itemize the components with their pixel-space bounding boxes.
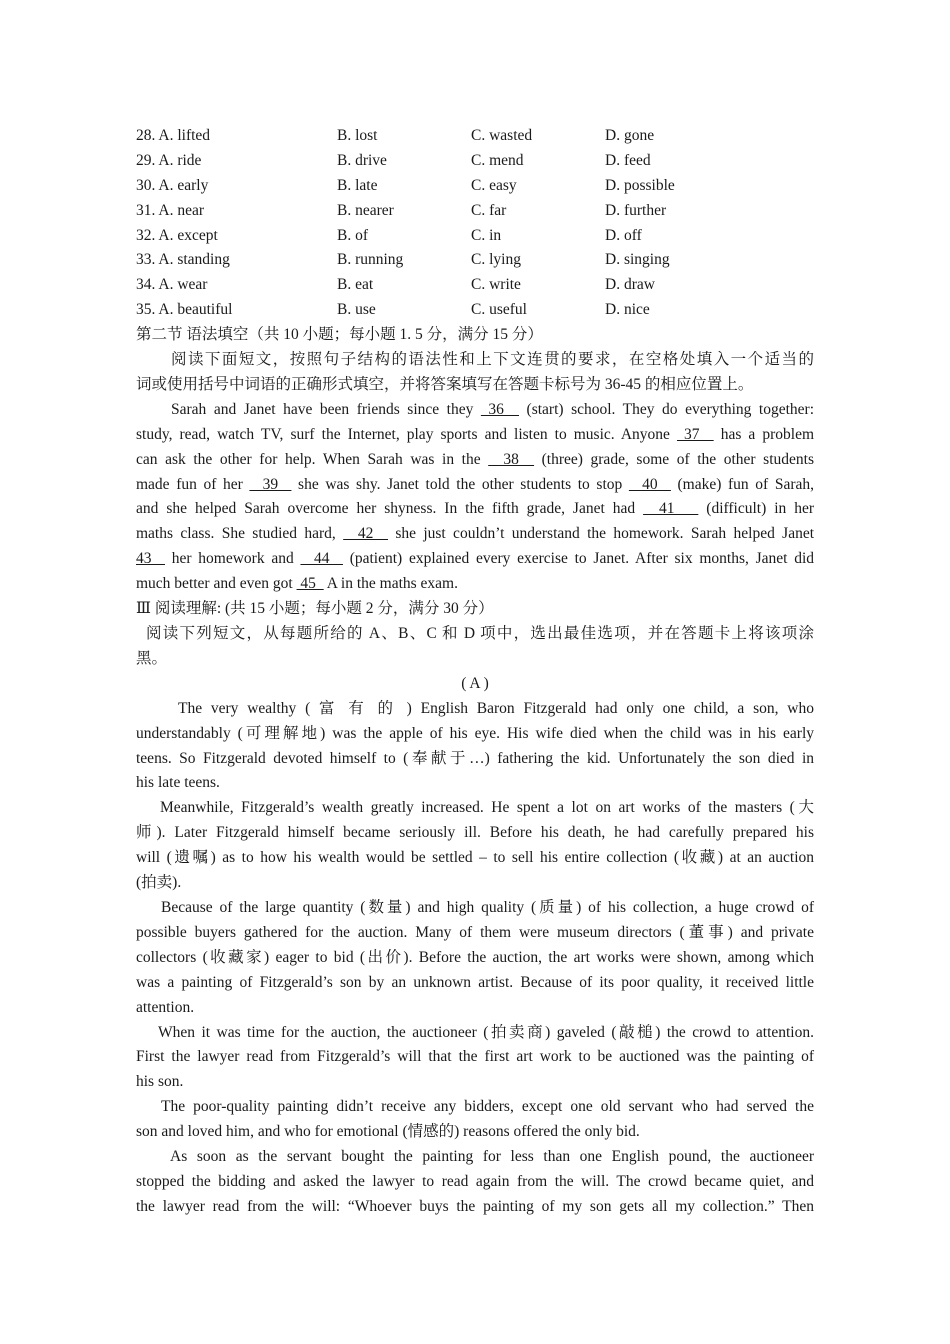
reading-line: collectors (收藏家) eager to bid (出价). Before the auction, the art works were shown, among which (136, 948, 814, 966)
option-d: D. gone (605, 127, 655, 144)
reading-line: his son. (136, 1073, 184, 1091)
passage-text: (difficult) in her (698, 500, 814, 518)
option-d: D. feed (605, 151, 651, 169)
option-b: B. drive (337, 151, 387, 169)
passage-line (136, 572, 814, 597)
option-row-32 (136, 224, 814, 249)
section3-heading: Ⅲ 阅读理解: (共 15 小题；每小题 2 分，满分 30 分） (136, 600, 494, 618)
passage-line (136, 497, 814, 522)
section3-instruction-line: 黑。 (136, 649, 168, 667)
option-b: B. lost (337, 127, 378, 144)
reading-line: son and loved him, and who for emotional (情感的) reasons offered the only bid. (136, 1123, 640, 1141)
option-b: B. eat (337, 276, 374, 294)
section2-heading: 第二节 语法填空（共 10 小题；每小题 1. 5 分，满分 15 分） (136, 326, 543, 344)
option-c: C. far (471, 201, 507, 219)
section2-instruction-line: 阅读下面短文，按照句子结构的语法性和上下文连贯的要求，在空格处填入一个适当的 (171, 351, 814, 369)
option-c: C. in (471, 226, 502, 244)
option-d: D. further (605, 201, 667, 219)
option-b: B. late (337, 176, 378, 194)
reading-passage-a (136, 697, 814, 1220)
option-d: D. draw (605, 276, 655, 294)
reading-line: possible buyers gathered for the auction. Many of them were museum directors (董事) and private (136, 923, 814, 941)
passage-line (136, 547, 814, 572)
passage-text: can ask the other for help. When Sarah was in the (136, 450, 489, 468)
blank-39: 39 (249, 475, 292, 493)
passage-text: has a problem (713, 425, 815, 443)
passage-text: (three) grade, some of the other students (534, 450, 814, 468)
passage-text: much better and even got (136, 575, 297, 593)
blank-45: 45 (296, 575, 324, 593)
option-row-31 (136, 199, 814, 224)
option-row-30 (136, 174, 814, 199)
passage-text: made fun of her (136, 475, 250, 493)
passage-text: (make) fun of Sarah, (670, 475, 815, 493)
reading-line: Because of the large quantity (数量) and high quality (质量) of his collection, a huge crowd of (161, 898, 814, 916)
reading-line: First the lawyer read from Fitzgerald’s will that the first art work to be auctioned was the painting of (136, 1048, 814, 1066)
blank-44: 44 (300, 550, 343, 568)
passage-text: (start) school. They do everything together: (519, 400, 814, 418)
option-row-35 (136, 298, 814, 323)
passage-text: and she helped Sarah overcome her shyness. In the fifth grade, Janet had (136, 500, 644, 518)
reading-line: As soon as the servant bought the painting for less than one English pound, the auctioneer (170, 1148, 814, 1166)
option-row-33 (136, 248, 814, 273)
reading-line: understandably (可理解地) was the apple of his eye. His wife died when the child was in his early (136, 724, 814, 742)
reading-line: will (遗嘱) as to how his wealth would be settled – to sell his entire collection (收藏) at an auction (136, 849, 814, 867)
passage-line (136, 398, 814, 423)
option-b: B. of (337, 226, 368, 244)
option-b: B. use (337, 301, 376, 319)
grammar-passage (136, 398, 814, 597)
blank-36: 36 (480, 400, 519, 418)
passage-line (136, 473, 814, 498)
reading-line: stopped the bidding and asked the lawyer to read again from the will. The crowd became quiet, and (136, 1172, 814, 1190)
option-c: C. easy (471, 176, 517, 194)
blank-41: 41 (643, 500, 699, 518)
reading-line: The very wealthy ( 富 有 的 ) English Baron Fitzgerald had only one child, a son, who (178, 699, 814, 717)
option-d: D. nice (605, 301, 650, 319)
option-b: B. nearer (337, 201, 394, 219)
passage-line (136, 522, 814, 547)
option-a: 32. A. except (136, 226, 218, 244)
option-a: 34. A. wear (136, 276, 208, 294)
reading-line: attention. (136, 998, 195, 1016)
passage-text: maths class. She studied hard, (136, 525, 344, 543)
reading-line: the lawyer read from the will: “Whoever buys the painting of my son gets all my collection.” Then (136, 1197, 814, 1215)
option-a: 30. A. early (136, 176, 209, 194)
option-a: 29. A. ride (136, 151, 202, 169)
option-c: C. useful (471, 301, 527, 319)
passage-text: she just couldn’t understand the homework. Sarah helped Janet (388, 525, 815, 543)
option-d: D. singing (605, 251, 670, 269)
reading-line: (拍卖). (136, 874, 182, 892)
blank-43: 43 (136, 550, 165, 568)
passage-text: Sarah and Janet have been friends since they (171, 400, 481, 418)
passage-text: A in the maths exam. (323, 575, 458, 593)
option-a: 33. A. standing (136, 251, 230, 269)
blank-40: 40 (628, 475, 671, 493)
reading-line: was a painting of Fitzgerald’s son by an unknown artist. Because of its poor quality, it received little (136, 973, 814, 991)
reading-line: Meanwhile, Fitzgerald’s wealth greatly increased. He spent a lot on art works of the masters (大 (160, 799, 814, 817)
option-a: 35. A. beautiful (136, 301, 233, 319)
passage-text: her homework and (165, 550, 301, 568)
passage-text: study, read, watch TV, surf the Internet, play sports and listen to music. Anyone (136, 425, 677, 443)
option-c: C. write (471, 276, 521, 294)
passage-line (136, 448, 814, 473)
option-row-28 (136, 124, 814, 149)
passage-text: she was shy. Janet told the other students to stop (291, 475, 629, 493)
blank-42: 42 (343, 525, 388, 543)
reading-line: The poor-quality painting didn’t receive any bidders, except one old servant who had served the (161, 1098, 814, 1116)
option-d: D. possible (605, 176, 675, 194)
blank-37: 37 (676, 425, 714, 443)
options-table (136, 124, 814, 323)
reading-line: 师). Later Fitzgerald himself became seriously ill. Before his death, he had carefully prepared his (136, 824, 814, 842)
option-row-29 (136, 149, 814, 174)
reading-line: his late teens. (136, 774, 220, 792)
document-content (136, 124, 814, 1220)
option-c: C. lying (471, 251, 521, 269)
section3-instruction-line: 阅读下列短文，从每题所给的 A、B、C 和 D 项中，选出最佳选项，并在答题卡上将该项涂 (146, 625, 814, 642)
option-a: 28. A. lifted (136, 127, 211, 144)
option-c: C. wasted (471, 127, 533, 144)
option-c: C. mend (471, 151, 524, 169)
section2-instruction-line: 词或使用括号中词语的正确形式填空，并将答案填写在答题卡标号为 36-45 的相应位置上。 (136, 375, 754, 393)
passage-text: (patient) explained every exercise to Janet. After six months, Janet did (342, 550, 815, 568)
option-a: 31. A. near (136, 201, 205, 219)
reading-line: teens. So Fitzgerald devoted himself to (奉献于…) fathering the kid. Unfortunately the son died in (136, 749, 814, 767)
passage-label: ( A ) (461, 674, 489, 692)
option-row-34 (136, 273, 814, 298)
option-b: B. running (337, 251, 404, 269)
reading-line: When it was time for the auction, the auctioneer (拍卖商) gaveled (敲槌) the crowd to attention. (158, 1023, 814, 1041)
option-d: D. off (605, 226, 642, 244)
blank-38: 38 (488, 450, 535, 468)
passage-line (136, 423, 814, 448)
